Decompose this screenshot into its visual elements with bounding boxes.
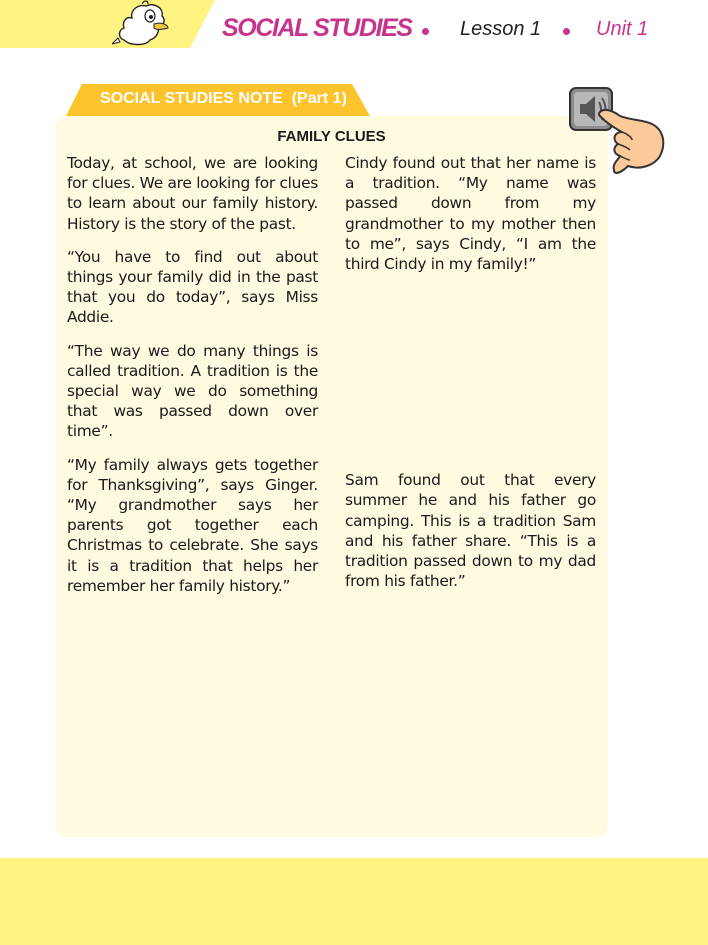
right-column	[345, 153, 596, 591]
unit-label: Unit 1	[596, 18, 649, 40]
pointing-hand-icon	[599, 110, 663, 173]
duck-mascot-icon	[112, 0, 174, 48]
subject-title: SOCIAL STUDIES	[222, 14, 412, 42]
header-band	[0, 0, 215, 48]
separator-dot	[563, 28, 570, 35]
paragraph: “My family always gets together for Thanksgiving”, says Ginger. “My grandmother says her parents got together each Christmas to celebrate. She says it is a tradition that helps her remember her family history.”	[67, 455, 318, 595]
paragraph: Sam found out that every summer he and his father go camping. This is a tradition Sam and his father share. “This is a tradition passed down to my dad from his father.”	[345, 471, 596, 591]
note-label: SOCIAL STUDIES NOTE (Part 1)	[100, 90, 347, 107]
left-column	[67, 153, 318, 596]
paragraph: “You have to find out about things your family did in the past that you do today”, says Miss Addie.	[67, 247, 318, 327]
paragraph: “The way we do many things is called tradition. A tradition is the special way we do something that was passed down over time”.	[67, 341, 318, 441]
lesson-label: Lesson 1	[460, 18, 542, 40]
footer-band	[0, 858, 708, 945]
paragraph: Today, at school, we are looking for clues. We are looking for clues to learn about our family history. History is the story of the past.	[67, 154, 318, 233]
note-title: FAMILY CLUES	[277, 128, 386, 145]
separator-dot	[422, 28, 429, 35]
paragraph: Cindy found out that her name is a tradition. “My name was passed down from my grandmother to my mother then to me”, says Cindy, “I am the third Cindy in my family!”	[345, 154, 596, 274]
